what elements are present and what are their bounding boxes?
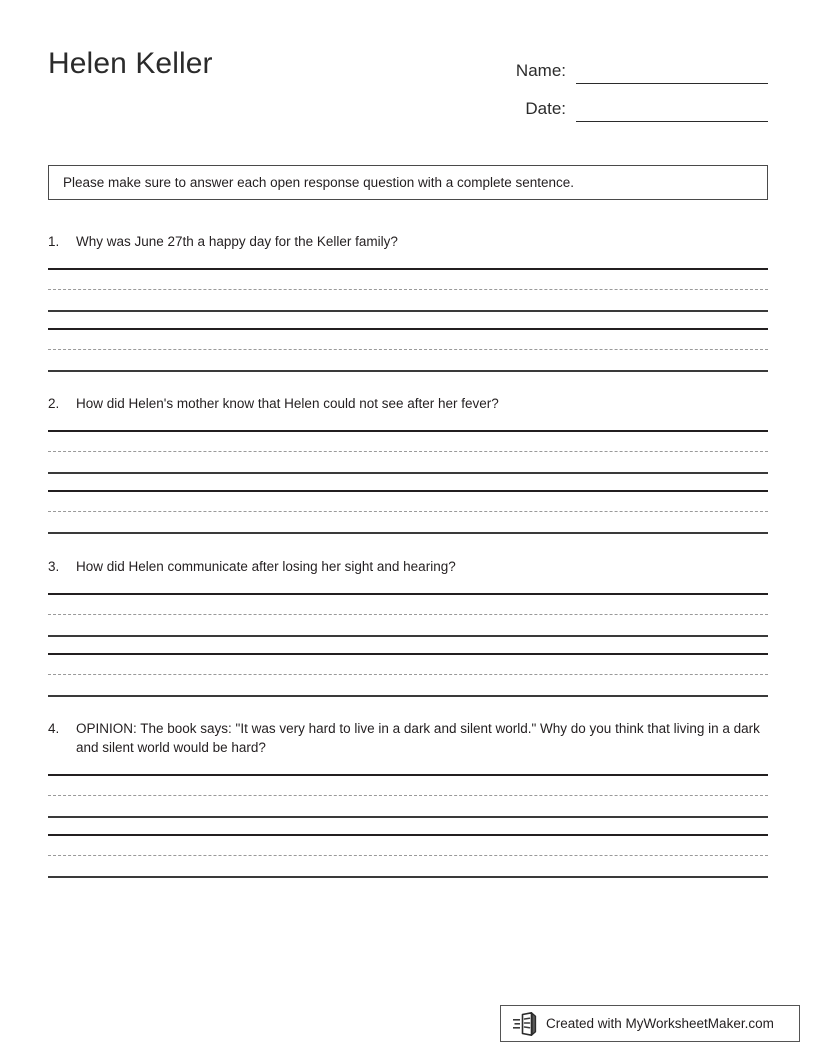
question-block-3: [48, 557, 768, 696]
answer-lines-2[interactable]: [48, 430, 768, 533]
worksheet-header: [48, 44, 768, 134]
question-number-4: 4.: [48, 721, 60, 736]
name-input-line[interactable]: [576, 61, 768, 84]
question-heading-4: [48, 719, 768, 757]
rule-baseline: [48, 472, 768, 474]
answer-lines-4[interactable]: [48, 774, 768, 877]
footer-attribution-badge[interactable]: [500, 1005, 800, 1042]
rule-top: [48, 834, 768, 836]
answer-line-group[interactable]: [48, 328, 768, 371]
date-input-line[interactable]: [576, 99, 768, 122]
rule-top: [48, 328, 768, 330]
rule-top: [48, 430, 768, 432]
answer-lines-3[interactable]: [48, 593, 768, 696]
answer-line-group[interactable]: [48, 653, 768, 696]
rule-midline: [48, 795, 768, 796]
rule-top: [48, 268, 768, 270]
rule-midline: [48, 614, 768, 615]
instructions-box: [48, 165, 768, 200]
answer-line-group[interactable]: [48, 774, 768, 817]
question-text-3: How did Helen communicate after losing her sight and hearing?: [76, 559, 456, 574]
question-text-1: Why was June 27th a happy day for the Keller family?: [76, 234, 398, 249]
rule-midline: [48, 511, 768, 512]
name-field-row: [498, 46, 768, 84]
question-number-2: 2.: [48, 396, 60, 411]
question-text-4: OPINION: The book says: "It was very hard to live in a dark and silent world." Why do you think that living in a dark and silent world would be hard?: [76, 721, 760, 755]
rule-midline: [48, 289, 768, 290]
rule-baseline: [48, 310, 768, 312]
question-heading-3: [48, 557, 768, 576]
question-heading-1: [48, 232, 768, 251]
answer-lines-1[interactable]: [48, 268, 768, 371]
rule-baseline: [48, 635, 768, 637]
footer-attribution-text: Created with MyWorksheetMaker.com: [546, 1016, 774, 1031]
question-number-1: 1.: [48, 234, 60, 249]
rule-top: [48, 593, 768, 595]
question-number-3: 3.: [48, 559, 60, 574]
rule-midline: [48, 674, 768, 675]
answer-line-group[interactable]: [48, 593, 768, 636]
question-text-2: How did Helen's mother know that Helen could not see after her fever?: [76, 396, 499, 411]
rule-baseline: [48, 695, 768, 697]
answer-line-group[interactable]: [48, 268, 768, 311]
rule-top: [48, 774, 768, 776]
rule-midline: [48, 349, 768, 350]
date-field-row: [498, 84, 768, 122]
question-heading-2: [48, 394, 768, 413]
rule-midline: [48, 855, 768, 856]
question-block-2: [48, 394, 768, 533]
question-block-4: [48, 719, 768, 877]
rule-baseline: [48, 532, 768, 534]
rule-top: [48, 490, 768, 492]
rule-top: [48, 653, 768, 655]
rule-baseline: [48, 816, 768, 818]
date-field-label: Date:: [525, 99, 566, 118]
rule-midline: [48, 451, 768, 452]
name-date-fields: [498, 46, 768, 122]
answer-line-group[interactable]: [48, 834, 768, 877]
name-field-label: Name:: [515, 61, 566, 80]
instructions-text: Please make sure to answer each open response question with a complete sentence.: [63, 175, 575, 190]
answer-line-group[interactable]: [48, 430, 768, 473]
rule-baseline: [48, 370, 768, 372]
answer-line-group[interactable]: [48, 490, 768, 533]
question-block-1: [48, 232, 768, 371]
worksheet-maker-logo-icon: [513, 1012, 539, 1036]
page-title: Helen Keller: [48, 47, 213, 80]
rule-baseline: [48, 876, 768, 878]
